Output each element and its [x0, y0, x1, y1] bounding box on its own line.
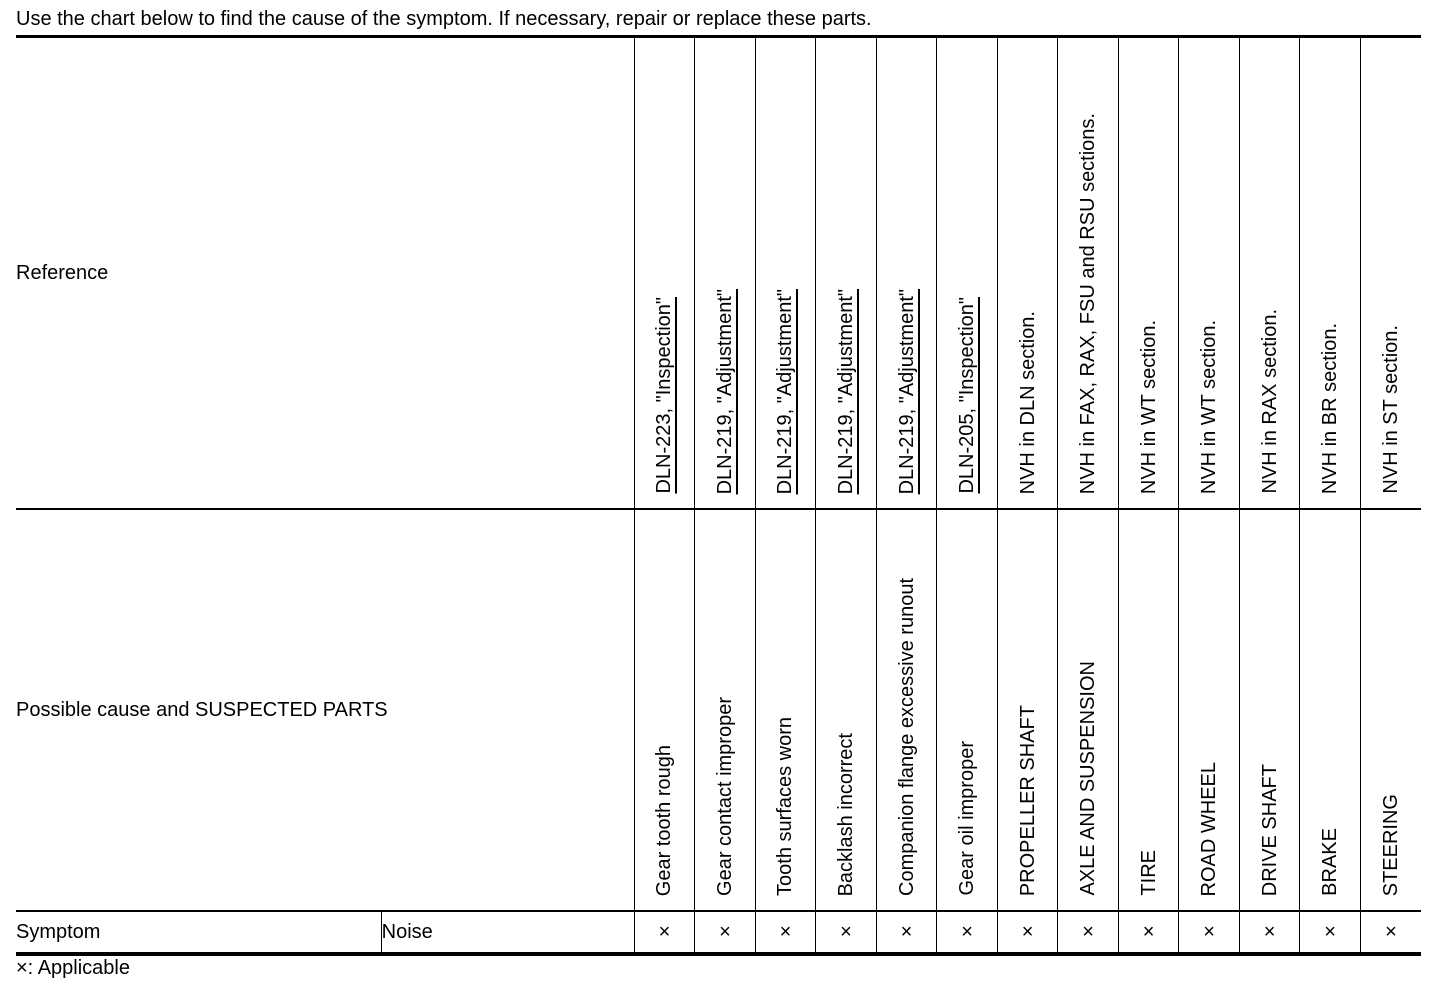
cause-text: Tooth surfaces worn [774, 717, 797, 896]
applicable-mark: × [634, 911, 695, 954]
reference-cell [1179, 37, 1240, 510]
reference-cell [1239, 37, 1300, 510]
diagnosis-chart [16, 35, 1421, 956]
cause-cell [937, 509, 998, 911]
reference-cell [695, 37, 756, 510]
applicable-mark: × [876, 911, 937, 954]
intro-text: Use the chart below to find the cause of the symptom. If necessary, repair or replace these parts. [16, 8, 872, 30]
cause-cell [695, 509, 756, 911]
reference-cell [1118, 37, 1179, 510]
reference-text: NVH in WT section. [1137, 319, 1160, 494]
reference-cell [816, 37, 877, 510]
cause-cell [1360, 509, 1421, 911]
applicable-mark: × [1118, 911, 1179, 954]
reference-text: NVH in ST section. [1379, 325, 1402, 494]
reference-text: NVH in BR section. [1319, 322, 1342, 494]
applicable-mark: × [755, 911, 816, 954]
cause-text: TIRE [1137, 850, 1160, 896]
reference-text: NVH in WT section. [1198, 319, 1221, 494]
cause-cell [755, 509, 816, 911]
reference-cell [1058, 37, 1119, 510]
cause-cell [816, 509, 877, 911]
cause-cell [1239, 509, 1300, 911]
reference-cell [876, 37, 937, 510]
reference-row [16, 37, 1421, 510]
applicable-mark: × [695, 911, 756, 954]
reference-cell [937, 37, 998, 510]
noise-label: Noise [381, 911, 634, 954]
cause-text: ROAD WHEEL [1198, 761, 1221, 896]
symptom-row [16, 911, 1421, 954]
reference-text: NVH in FAX, RAX, FSU and RSU sections. [1077, 112, 1100, 494]
cause-text: Gear contact improper [713, 697, 736, 896]
symptom-label: Symptom [16, 911, 381, 954]
cause-text: Gear oil improper [956, 741, 979, 896]
cause-cell [1058, 509, 1119, 911]
applicable-mark: × [1300, 911, 1361, 954]
cause-text: Backlash incorrect [835, 732, 857, 896]
reference-cell [755, 37, 816, 510]
reference-link[interactable]: DLN-219, "Adjustment" [835, 288, 857, 494]
cause-text: Gear tooth rough [653, 744, 676, 896]
reference-label: Reference [16, 37, 634, 510]
applicable-mark: × [1179, 911, 1240, 954]
reference-text: NVH in DLN section. [1016, 310, 1039, 494]
reference-link[interactable]: DLN-219, "Adjustment" [895, 288, 918, 494]
legend-text: ×: Applicable [16, 957, 130, 979]
cause-text: BRAKE [1319, 828, 1342, 896]
cause-cell [1179, 509, 1240, 911]
applicable-mark: × [1239, 911, 1300, 954]
cause-cell [634, 509, 695, 911]
reference-link[interactable]: DLN-219, "Adjustment" [774, 288, 797, 494]
reference-text: NVH in RAX section. [1258, 309, 1281, 494]
cause-text: PROPELLER SHAFT [1016, 704, 1039, 896]
reference-cell [997, 37, 1058, 510]
cause-text: AXLE AND SUSPENSION [1077, 661, 1100, 896]
cause-cell [997, 509, 1058, 911]
applicable-mark: × [1058, 911, 1119, 954]
cause-text: STEERING [1379, 793, 1402, 896]
reference-link[interactable]: DLN-205, "Inspection" [956, 297, 979, 494]
cause-row [16, 509, 1421, 911]
cause-cell [1300, 509, 1361, 911]
reference-link[interactable]: DLN-219, "Adjustment" [713, 288, 736, 494]
reference-cell [634, 37, 695, 510]
applicable-mark: × [937, 911, 998, 954]
applicable-mark: × [1360, 911, 1421, 954]
reference-link[interactable]: DLN-223, "Inspection" [653, 297, 676, 494]
cause-text: Companion flange excessive runout [895, 578, 918, 896]
reference-cell [1360, 37, 1421, 510]
cause-text: DRIVE SHAFT [1258, 763, 1281, 896]
cause-label: Possible cause and SUSPECTED PARTS [16, 509, 634, 911]
reference-cell [1300, 37, 1361, 510]
applicable-mark: × [816, 911, 877, 954]
applicable-mark: × [997, 911, 1058, 954]
cause-cell [876, 509, 937, 911]
cause-cell [1118, 509, 1179, 911]
